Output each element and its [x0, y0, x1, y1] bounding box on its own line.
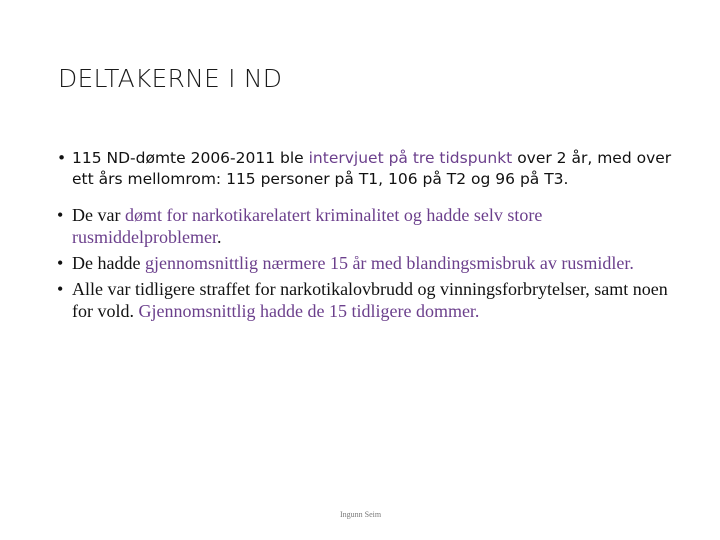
- bullet-text: De var: [72, 205, 125, 225]
- bullet-marker: •: [57, 205, 64, 225]
- bullet-item-1: [56, 148, 676, 190]
- footer-author: Ingunn Seim: [340, 510, 382, 519]
- bullet-highlight: gjennomsnittlig nærmere 15 år med blandingsmisbruk av rusmidler.: [144, 253, 634, 273]
- bullet-text: Alle var tidligere straffet for narkotikalovbrudd og vinningsforbrytelser, samt noen for vold.: [72, 279, 668, 321]
- bullet-list: [56, 148, 676, 322]
- bullet-highlight: Gjennomsnittlig hadde de 15 tidligere dommer.: [138, 301, 480, 321]
- bullet-item-2: [56, 204, 676, 248]
- bullet-highlight: intervjuet på tre tidspunkt: [308, 149, 513, 167]
- bullet-text: 115 ND-dømte 2006-2011 ble: [72, 149, 309, 167]
- bullet-text: .: [216, 227, 222, 247]
- bullet-marker: •: [57, 279, 64, 299]
- bullet-item-3: [56, 252, 676, 274]
- bullet-text: De hadde: [72, 253, 145, 273]
- bullet-highlight: dømt for narkotikarelatert kriminalitet og hadde selv store rusmiddelproblemer: [72, 205, 543, 247]
- bullet-marker: •: [57, 149, 67, 167]
- slide-title: DELTAKERNE I ND: [58, 64, 283, 93]
- bullet-marker: •: [57, 253, 64, 273]
- bullet-item-4: [56, 278, 676, 322]
- bullet-text: over 2 år, med over ett års mellomrom: 115 personer på T1, 106 på T2 og 96 på T3.: [72, 149, 672, 188]
